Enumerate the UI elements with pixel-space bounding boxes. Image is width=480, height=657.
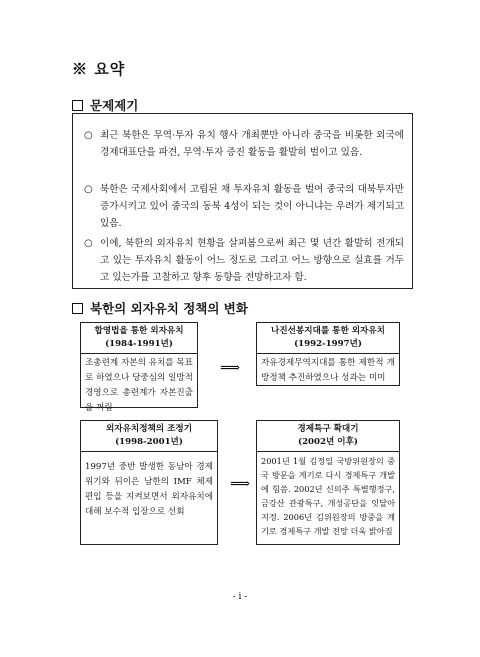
square-bullet-icon: [72, 303, 83, 314]
phase-period: (2002년 이후): [298, 437, 358, 447]
phase-description: 조총련계 자본의 유치를 목표로 하였으나 당중심의 일방적 경영으로 총련계가 자본진출을 꺼림: [85, 358, 193, 413]
circle-bullet-icon: ○: [84, 184, 93, 195]
summary-bullet: [84, 127, 404, 161]
phase-description: 자유경제무역지대를 통한 제한적 개방정책 추진하였으나 성과는 미미: [261, 358, 395, 383]
page-title: ※ 요약: [72, 60, 126, 78]
section-heading-label: 문제제기: [90, 98, 139, 113]
phase-title: 외자유치정책의 조정기: [105, 424, 192, 434]
bullet-text: 이에, 북한의 외자유치 현황을 살펴봄으로써 최근 몇 년간 활발히 전개되고 있는 투자유치 활동이 어느 정도로 그리고 어느 방향으로 실효를 거두고 있는가를 고찰하고 향후 동향을 전망하고자 함.: [100, 238, 404, 283]
section-heading-problem: [72, 96, 138, 114]
phase-title: 합영법을 통한 외자유치: [94, 326, 184, 336]
circle-bullet-icon: ○: [84, 238, 93, 249]
circle-bullet-icon: ○: [84, 130, 93, 141]
right-arrow-icon: ⟹: [220, 360, 241, 376]
phase-period: (1998-2001년): [115, 437, 183, 447]
phase-box-3: [80, 420, 218, 545]
phase-period: (1984-1991년): [105, 339, 173, 349]
phase-header: [257, 323, 399, 354]
phase-box-1: [80, 322, 198, 413]
phase-header: [257, 421, 399, 452]
page-number: - i -: [232, 592, 248, 602]
section-heading-label: 북한의 외자유치 정책의 변화: [90, 301, 248, 316]
phase-description: 1997년 중반 발생한 동남아 경제위기와 뒤이은 남한의 IMF 체제 편입 등을 지켜보면서 외자유치에 대해 보수적 입장으로 선회: [85, 462, 213, 517]
summary-bullet: [84, 181, 404, 232]
bullet-text: 북한은 국제사회에서 고립된 채 투자유치 활동을 벌여 중국의 대북투자만 증가시키고 있어 중국의 동북 4성이 되는 것이 아니냐는 우려가 제기되고 있음.: [100, 184, 404, 229]
phase-description: 2001년 1월 김정일 국방위원장의 중국 방문을 계기로 다시 경제특구 개발에 힘씀. 2002년 신의주 특별행정구, 금강산 관광특구, 개성공단을 잇달아 지정. 2006년 김위원장의 방중을 계기로 경제특구 개발 전망 더욱 밝아짐: [261, 456, 395, 536]
phase-box-4: [256, 420, 400, 545]
phase-title: 나진선봉지대를 통한 외자유치: [271, 326, 385, 336]
phase-box-2: [256, 322, 400, 386]
section-heading-policy-change: [72, 299, 248, 317]
right-arrow-icon: ⟹: [230, 476, 251, 492]
phase-title: 경제특구 확대기: [297, 424, 359, 434]
phase-header: [81, 421, 217, 452]
square-bullet-icon: [72, 100, 83, 111]
phase-period: (1992-1997년): [294, 339, 362, 349]
phase-header: [81, 323, 197, 354]
bullet-text: 최근 북한은 무역·투자 유치 행사 개최뿐만 아니라 중국을 비롯한 외국에 경제대표단을 파견, 무역·투자 증진 활동을 활발히 벌이고 있음.: [100, 130, 404, 158]
summary-bullet: [84, 235, 404, 286]
